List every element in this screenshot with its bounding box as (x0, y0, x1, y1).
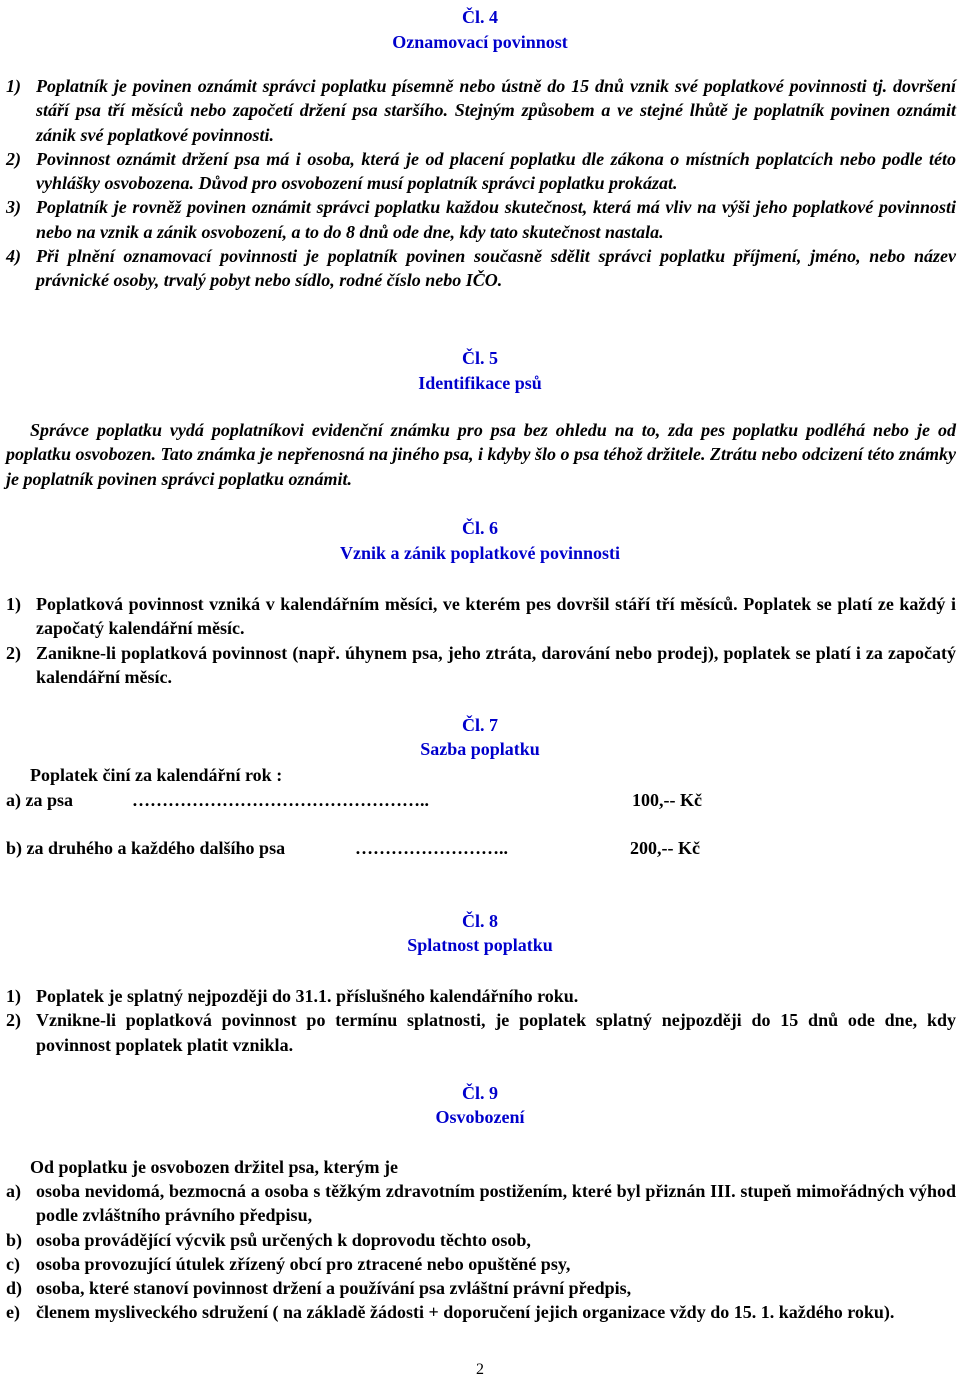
list-item (6, 74, 956, 147)
list-item (6, 1252, 956, 1276)
article-6-list (6, 592, 956, 689)
item-text: Zanikne-li poplatková povinnost (např. úhynem psa, jeho ztráta, darování nebo prodej), poplatek se platí i za započatý kalendářní měsíc. (36, 642, 956, 687)
item-text: osoba provozující útulek zřízený obcí pro ztracené nebo opuštěné psy, (36, 1253, 571, 1274)
article-6-title: Vznik a zánik poplatkové povinnosti (339, 543, 621, 563)
list-item (6, 1300, 956, 1324)
list-item (6, 147, 956, 196)
article-8-number: Čl. 8 (462, 911, 498, 931)
item-number: 2) (6, 642, 21, 663)
item-text: členem mysliveckého sdružení ( na základě žádosti + doporučení jejich organizace vždy do 15. 1. každého roku). (36, 1302, 895, 1323)
article-7-number: Čl. 7 (462, 715, 498, 735)
list-item (6, 1228, 956, 1252)
list-item (6, 1008, 956, 1057)
article-9-list (6, 1179, 956, 1325)
article-7-title: Sazba poplatku (420, 739, 540, 759)
rate-intro: Poplatek činí za kalendářní rok : (30, 765, 283, 785)
item-number: 4) (6, 246, 21, 267)
item-number: 1) (6, 986, 21, 1006)
item-number: 2) (6, 148, 21, 169)
item-number: e) (6, 1302, 20, 1323)
list-item (6, 592, 956, 641)
item-number: 2) (6, 1010, 21, 1031)
article-5-number: Čl. 5 (462, 348, 498, 368)
item-number: 3) (6, 197, 21, 218)
article-6-number: Čl. 6 (462, 518, 498, 538)
list-item (6, 984, 956, 1008)
item-number: 1) (6, 76, 21, 96)
list-item (6, 641, 956, 690)
article-8-title: Splatnost poplatku (407, 935, 553, 955)
item-number: d) (6, 1278, 23, 1299)
rate-row-label: a) za psa (6, 790, 73, 810)
article-4-title: Oznamovací povinnost (392, 32, 568, 52)
item-text: Povinnost oznámit držení psa má i osoba, která je od placení poplatku dle zákona o místních poplatcích nebo podle této vyhlášky osvobozena. Důvod pro osvobození musí poplatník správci poplatku prokázat. (36, 148, 956, 194)
item-text: Vznikne-li poplatková povinnost po termínu splatnosti, je poplatek splatný nejpozději do 15 dnů ode dne, kdy povinnost poplatek platit vznikla. (36, 1010, 956, 1055)
article-4-number: Čl. 4 (462, 7, 498, 27)
list-item (6, 1179, 956, 1228)
item-number: a) (6, 1181, 21, 1201)
list-item (6, 1276, 956, 1300)
rate-row-amount: 100,-- Kč (632, 790, 702, 810)
item-number: c) (6, 1253, 20, 1274)
item-text: osoba nevidomá, bezmocná a osoba s těžkým zdravotním postižením, které byl přiznán III. stupeň mimořádných výhod podle zvláštního právního předpisu, (36, 1181, 956, 1226)
item-text: Poplatková povinnost vzniká v kalendářním měsíci, ve kterém pes dovršil stáří tří měsíců. Poplatek se platí ze každý i započatý kalendářní měsíc. (36, 594, 956, 639)
item-text: Při plnění oznamovací povinnosti je poplatník povinen současně sdělit správci poplatku příjmení, jméno, nebo název právnické osoby, trvalý pobyt nebo sídlo, rodné číslo nebo IČO. (36, 246, 956, 291)
item-text: Poplatník je povinen oznámit správci poplatku písemně nebo ústně do 15 dnů vznik své poplatkové povinnosti tj. dovršení stáří psa tří měsíců nebo započetí držení psa staršího. Stejným způsobem a ve stejné lhůtě je poplatník povinen oznámit zánik své poplatkové povinnosti. (36, 76, 956, 145)
exemption-intro: Od poplatku je osvobozen držitel psa, kterým je (30, 1157, 398, 1177)
article-9-number: Čl. 9 (462, 1083, 498, 1103)
article-4-list (6, 74, 956, 293)
rate-row-amount: 200,-- Kč (630, 838, 700, 858)
page-number: 2 (476, 1361, 484, 1378)
article-5-text: Správce poplatku vydá poplatníkovi evidenční známku pro psa bez ohledu na to, zda pes poplatku podléhá nebo je od poplatku osvobozen. Tato známka je nepřenosná na jiného psa, i kdyby šlo o psa téhož držitele. Ztrátu nebo odcizení této známky je poplatník povinen správci poplatku oznámit. (6, 420, 956, 489)
item-number: b) (6, 1229, 23, 1250)
article-8-list (6, 984, 956, 1057)
item-text: osoba, které stanoví povinnost držení a používání psa zvláštní právní předpis, (36, 1278, 632, 1299)
rate-row-label: b) za druhého a každého dalšího psa (6, 838, 286, 858)
rate-row-dots: …………………….. (355, 838, 508, 858)
article-5-title: Identifikace psů (418, 373, 542, 393)
list-item (6, 195, 956, 244)
item-text: Poplatek je splatný nejpozději do 31.1. příslušného kalendářního roku. (36, 986, 579, 1006)
list-item (6, 244, 956, 293)
article-9-title: Osvobození (435, 1107, 525, 1127)
item-text: Poplatník je rovněž povinen oznámit správci poplatku každou skutečnost, která má vliv na výši jeho poplatkové povinnosti nebo na vznik a zánik osvobození, a to do 8 dnů ode dne, kdy tato skutečnost nastala. (36, 197, 956, 242)
item-number: 1) (6, 594, 21, 614)
rate-row-dots: ………………………………………….. (132, 790, 429, 810)
item-text: osoba provádějící výcvik psů určených k doprovodu těchto osob, (36, 1229, 531, 1250)
